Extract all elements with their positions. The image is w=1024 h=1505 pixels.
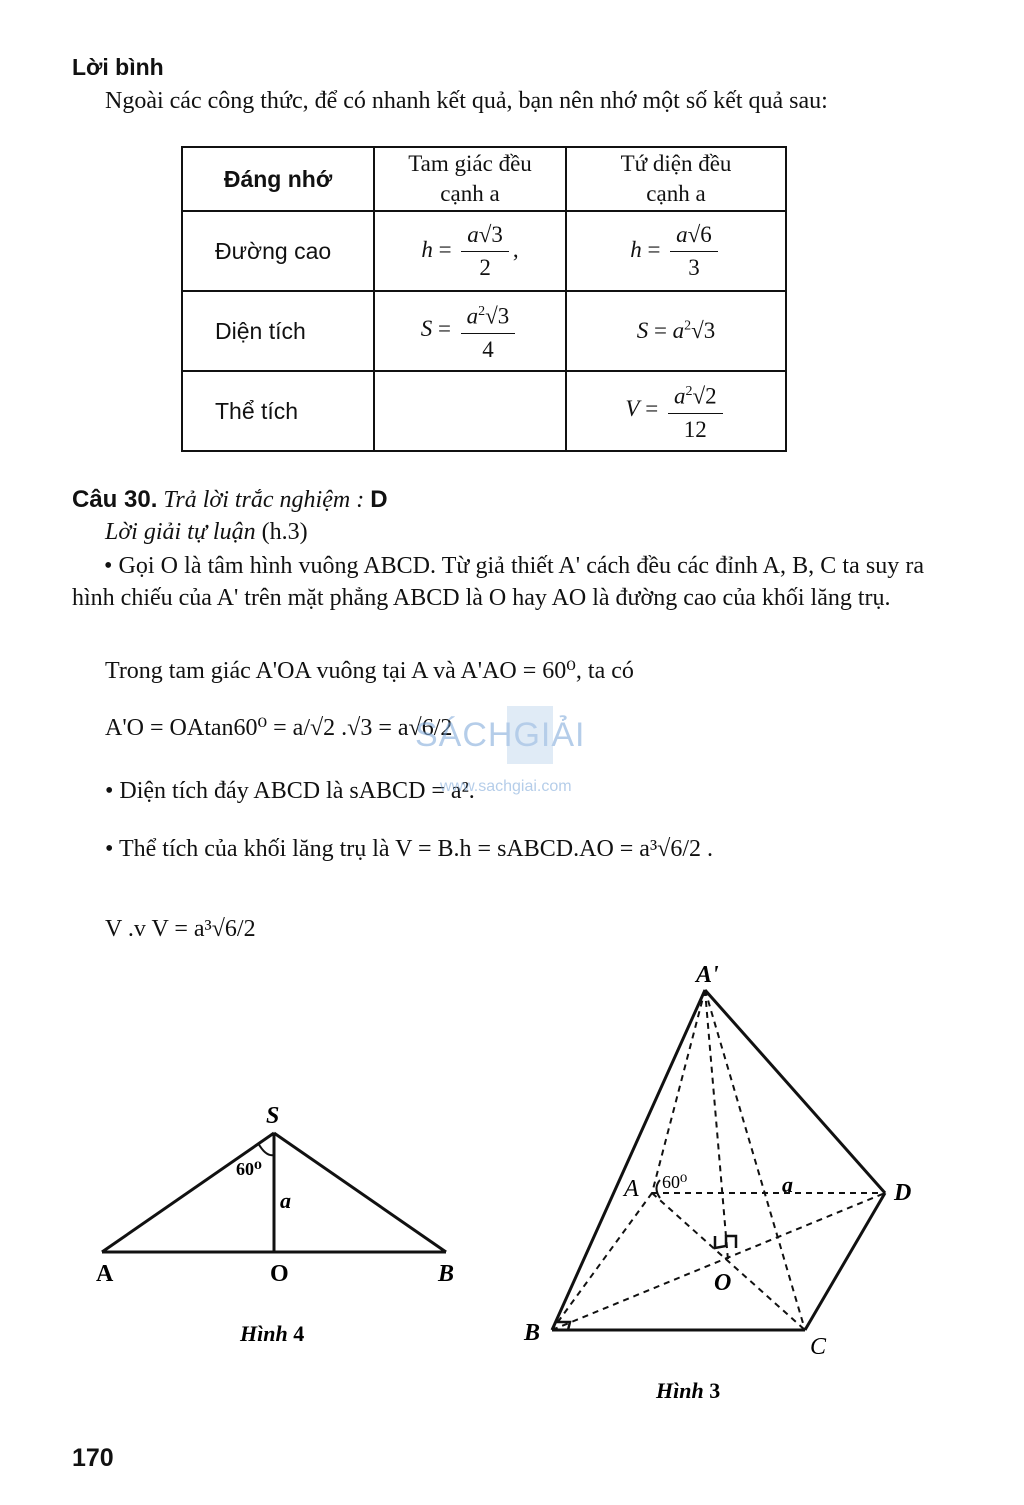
fig3-angle-arc bbox=[657, 1180, 661, 1198]
fig3-edge-CD bbox=[805, 1193, 885, 1330]
fig4-label-angle: 60⁰ bbox=[236, 1159, 262, 1179]
fig3-label-a: a bbox=[782, 1172, 793, 1197]
row-label-volume: Thể tích bbox=[182, 371, 374, 451]
row-label-area: Diện tích bbox=[182, 291, 374, 371]
solution-paragraph-2: Trong tam giác A'OA vuông tại A và A'AO = 60⁰, ta có bbox=[105, 658, 634, 684]
solution-title: Lời giải tự luận (h.3) bbox=[105, 519, 308, 545]
fig4-edge-SA bbox=[102, 1133, 274, 1252]
fig4-label-S: S bbox=[266, 1103, 280, 1129]
fig3-caption: Hình 3 bbox=[656, 1378, 721, 1403]
fig3-edge-ApB bbox=[552, 990, 705, 1330]
fig3-edge-AB bbox=[552, 1193, 652, 1330]
table-header-memo: Đáng nhớ bbox=[182, 147, 374, 211]
fig4-label-a: a bbox=[280, 1188, 291, 1213]
fig3-label-A: A bbox=[624, 1176, 639, 1202]
fig4-angle-arc bbox=[258, 1143, 274, 1155]
watermark-brand: SÁCHGIẢI bbox=[415, 716, 586, 754]
question-30-heading: Câu 30. Trả lời trắc nghiệm : D bbox=[72, 486, 388, 513]
fig4-caption: Hình 4 bbox=[240, 1321, 305, 1346]
fig3-edge-ApO bbox=[705, 990, 728, 1260]
cell-tri-volume bbox=[374, 371, 566, 451]
fig3-label-D: D bbox=[894, 1180, 912, 1206]
remark-intro: Ngoài các công thức, để có nhanh kết quả, bạn nên nhớ một số kết quả sau: bbox=[105, 88, 828, 114]
solution-paragraph-4: • Thể tích của khối lăng trụ là V = B.h = sABCD.AO = a³√6/2 . bbox=[105, 836, 713, 862]
fig3-diagonal-AC bbox=[652, 1193, 805, 1330]
cell-tet-height: h = $\frac{a√6}{3}$ bbox=[566, 211, 786, 291]
figure-4 bbox=[80, 1095, 480, 1355]
solution-paragraph-3: • Diện tích đáy ABCD là sABCD = a². bbox=[105, 778, 475, 804]
remark-title: Lời bình bbox=[72, 54, 164, 80]
fig4-label-O: O bbox=[270, 1261, 289, 1287]
fig3-label-O: O bbox=[714, 1270, 732, 1296]
fig3-label-B: B bbox=[524, 1320, 541, 1346]
row-label-height: Đường cao bbox=[182, 211, 374, 291]
equation-AO: A'O = OAtan60⁰ = a/√2 .√3 = a√6/2 bbox=[105, 715, 453, 741]
page-number: 170 bbox=[72, 1444, 114, 1472]
fig3-label-C: C bbox=[810, 1334, 827, 1360]
fig3-label-angle: 60⁰ bbox=[662, 1172, 688, 1192]
cell-tri-area: S = $\frac{a^2√3}{4}$ bbox=[374, 291, 566, 371]
fig3-diagonal-BD bbox=[552, 1193, 885, 1330]
cell-tet-volume: V = $\frac{a^2√2}{12}$ bbox=[566, 371, 786, 451]
solution-paragraph-1: • Gọi O là tâm hình vuông ABCD. Từ giả thiết A' cách đều các đỉnh A, B, C ta suy ra hình chiếu của A' trên mặt phẳng ABCD là O hay AO là đường cao của khối lăng trụ. bbox=[72, 553, 924, 611]
memo-table bbox=[181, 146, 787, 452]
fig4-label-A: A bbox=[96, 1261, 114, 1287]
table-header-triangle: Tam giác đều cạnh a bbox=[374, 147, 566, 211]
cell-tri-height: h = $\frac{a√3}{2}$ , bbox=[374, 211, 566, 291]
fig4-edge-SB bbox=[274, 1133, 446, 1252]
fig3-label-Ap: A' bbox=[696, 962, 719, 988]
figure-3 bbox=[510, 960, 950, 1410]
fig3-right-angle-O bbox=[715, 1236, 736, 1248]
watermark-logo bbox=[415, 702, 615, 797]
cell-tet-area: $S = a^2√3$ bbox=[566, 291, 786, 371]
table-header-tetrahedron: Tứ diện đều cạnh a bbox=[566, 147, 786, 211]
volume-result: V .v V = a³√6/2 bbox=[105, 916, 256, 942]
fig4-label-B: B bbox=[438, 1261, 455, 1287]
fig3-edge-ApD bbox=[705, 990, 885, 1193]
watermark-url: www.sachgiai.com bbox=[440, 778, 572, 795]
